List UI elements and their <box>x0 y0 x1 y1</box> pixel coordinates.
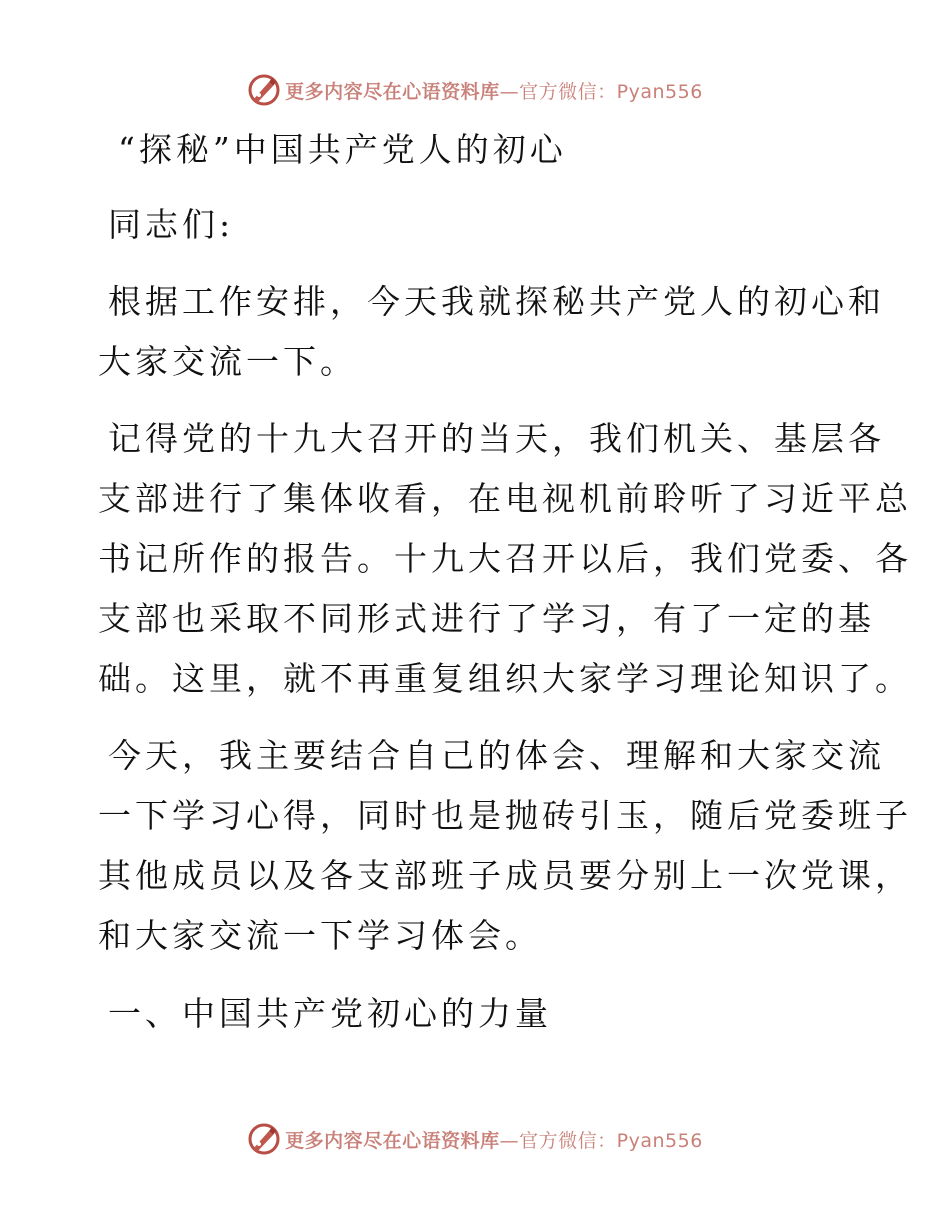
header-watermark <box>0 70 950 110</box>
watermark-wechat-text: 官方微信：Pyan556 <box>519 1129 703 1152</box>
watermark-main-text: 更多内容尽在心语资料库 <box>285 80 500 103</box>
pen-logo-icon <box>247 1122 281 1156</box>
paragraph-line: 记得党的十九大召开的当天，我们机关、基层各 <box>108 419 885 458</box>
paragraph-line: 书记所作的报告。十九大召开以后，我们党委、各 <box>98 539 912 578</box>
paragraph-line: 和大家交流一下学习体会。 <box>98 916 542 955</box>
section-heading: 一、中国共产党初心的力量 <box>108 994 552 1033</box>
paragraph-line: 根据工作安排，今天我就探秘共产党人的初心和 <box>108 282 885 321</box>
paragraph-line: 支部进行了集体收看，在电视机前聆听了习近平总 <box>98 479 912 518</box>
paragraph-line: 大家交流一下。 <box>98 342 357 381</box>
paragraph-line: 础。这里，就不再重复组织大家学习理论知识了。 <box>98 659 912 698</box>
watermark-wechat-text: 官方微信：Pyan556 <box>519 80 703 103</box>
document-title: “探秘”中国共产党人的初心 <box>118 130 567 169</box>
watermark-text <box>285 77 703 104</box>
document-body <box>98 120 912 1044</box>
footer-watermark <box>0 1119 950 1159</box>
paragraph-line: 其他成员以及各支部班子成员要分别上一次党课， <box>98 856 912 895</box>
salutation: 同志们: <box>108 205 235 244</box>
watermark-text <box>285 1126 703 1153</box>
paragraph-line: 今天，我主要结合自己的体会、理解和大家交流 <box>108 736 885 775</box>
watermark-main-text: 更多内容尽在心语资料库 <box>285 1129 500 1152</box>
pen-logo-icon <box>247 73 281 107</box>
watermark-separator: — <box>499 1129 520 1152</box>
paragraph-1 <box>98 272 885 392</box>
paragraph-line: 支部也采取不同形式进行了学习，有了一定的基 <box>98 599 875 638</box>
paragraph-3 <box>98 726 912 966</box>
watermark-separator: — <box>499 80 520 103</box>
paragraph-2 <box>98 409 912 709</box>
paragraph-line: 一下学习心得，同时也是抛砖引玉，随后党委班子 <box>98 796 912 835</box>
